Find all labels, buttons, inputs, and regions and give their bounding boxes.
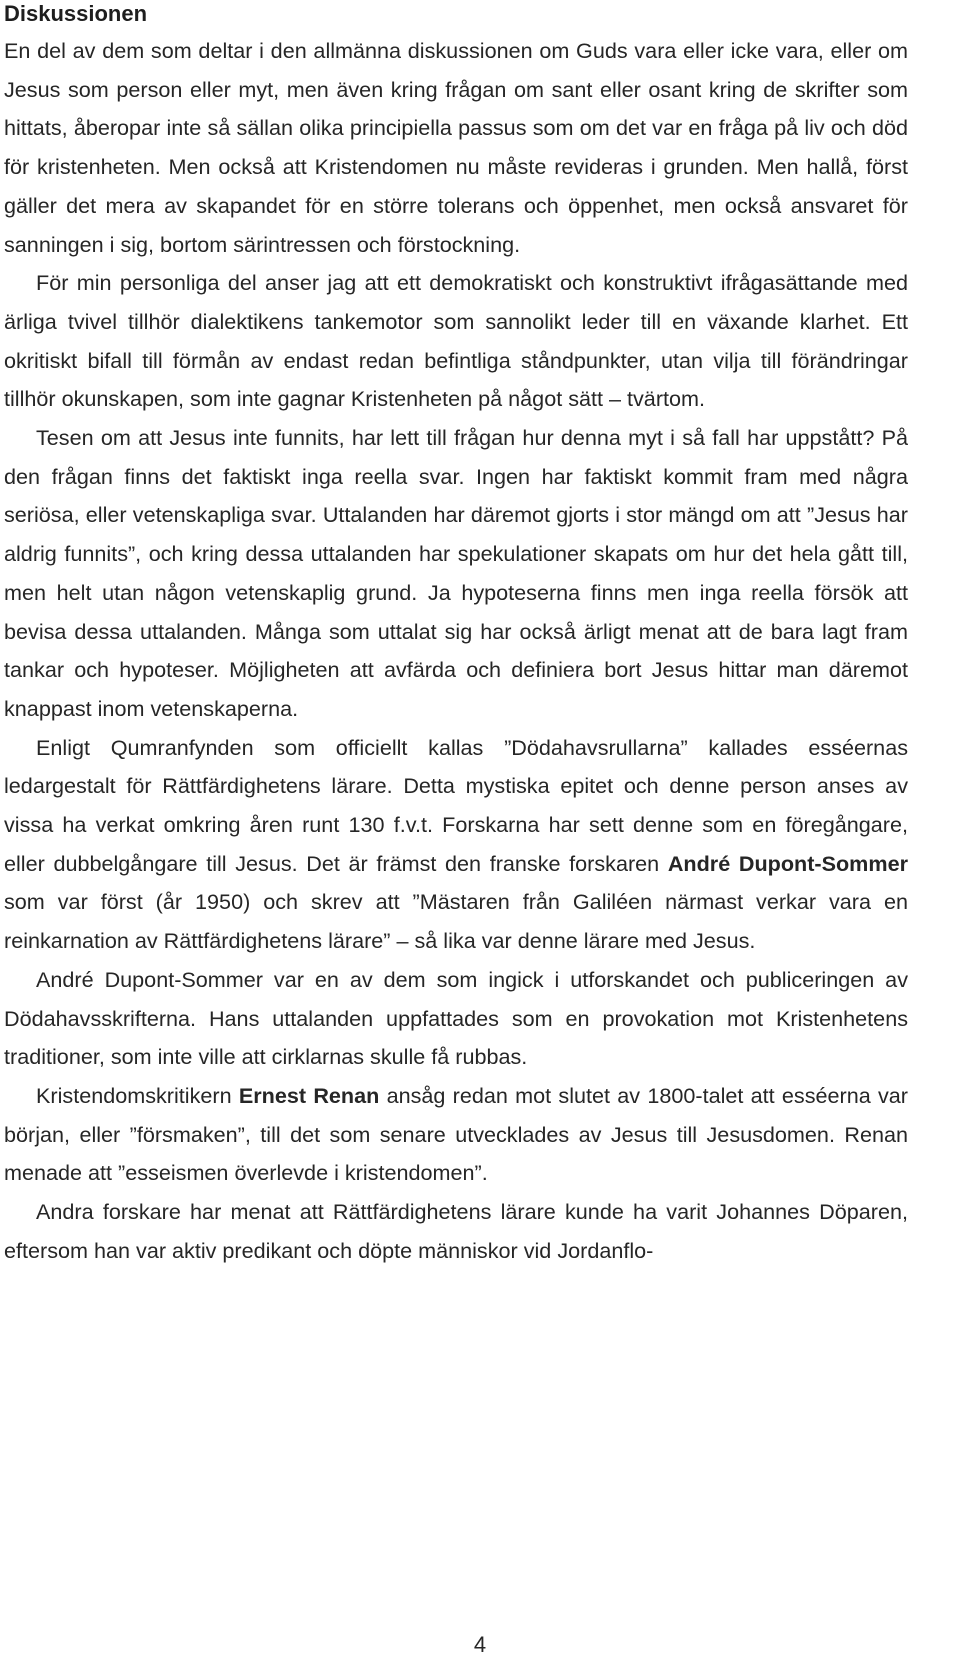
author-name-dupont-sommer: André Dupont-Sommer: [667, 850, 908, 876]
paragraph-4-text-before: Enligt Qumranfynden som officiellt kallas ”Dödahavsrullarna” kallades esséernas ledargestalt för Rättfärdighetens lärare. Detta mystiska epitet och denne person anses av vissa ha verkat omkring åren runt 130 f.v.t. Forskarna har sett denne som en föregångare, eller dubbelgångare till Jesus. Det är främst den franske forskaren: [4, 734, 908, 876]
paragraph-2: För min personliga del anser jag att ett demokratiskt och konstruktivt ifrågasättande med ärliga tvivel tillhör dialektikens tankemotor som sannolikt leder till en växande klarhet. Ett okritiskt bifall till förmån av endast redan befintliga ståndpunkter, utan vilja till förändringar tillhör okunskapen, som inte gagnar Kristenheten på något sätt – tvärtom.: [4, 270, 908, 412]
paragraph-7: Andra forskare har menat att Rättfärdighetens lärare kunde ha varit Johannes Döparen, eftersom han var aktiv predikant och döpte människor vid Jordanflo-: [4, 1199, 908, 1263]
document-page: [4, 0, 908, 1271]
page-number: 4: [473, 1632, 487, 1657]
paragraph-1: En del av dem som deltar i den allmänna diskussionen om Guds vara eller icke vara, eller om Jesus som person eller myt, men även kring frågan om sant eller osant kring de skrifter som hittats, åberopar inte så sällan olika principiella passus som om det var en fråga på liv och död för kristenheten. Men också att Kristendomen nu måste revideras i grunden. Men hallå, först gäller det mera av skapandet för en större tolerans och öppenhet, men också ansvaret för sanningen i sig, bortom särintressen och förstockning.: [4, 38, 908, 257]
paragraph-6-text-after: ansåg redan mot slutet av 1800-talet att esséerna var början, eller ”försmaken”, till det som senare utvecklades av Jesus till Jesusdomen. Renan menade att ”esseismen överlevde i kristendomen”.: [4, 1082, 908, 1186]
paragraph-6: [4, 1077, 908, 1193]
paragraph-4-text-after: som var först (år 1950) och skrev att ”Mästaren från Galiléen närmast verkar vara en reinkarnation av Rättfärdighetens lärare” – så lika var denne lärare med Jesus.: [4, 889, 908, 954]
paragraph-6-text-before: Kristendomskritikern: [36, 1082, 239, 1108]
author-name-renan: Ernest Renan: [238, 1082, 380, 1108]
section-heading: Diskussionen: [4, 1, 148, 26]
paragraph-5: André Dupont-Sommer var en av dem som ingick i utforskandet och publiceringen av Dödahavsskrifterna. Hans uttalanden uppfattades som en provokation mot Kristenhetens traditioner, som inte ville att cirklarnas skulle få rubbas.: [4, 966, 908, 1070]
paragraph-3: Tesen om att Jesus inte funnits, har lett till frågan hur denna myt i så fall har uppstått? På den frågan finns det faktiskt inga reella svar. Ingen har faktiskt kommit fram med några seriösa, eller vetenskapliga svar. Uttalanden har däremot gjorts i stor mängd om att ”Jesus har aldrig funnits”, och kring dessa uttalanden har spekulationer skapats om hur det hela gått till, men helt utan någon vetenskaplig grund. Ja hypoteserna finns men inga reella försök att bevisa dessa uttalanden. Många som uttalat sig har också ärligt menat att de bara lagt fram tankar och hypoteser. Möjligheten att avfärda och definiera bort Jesus hittar man däremot knappast inom vetenskaperna.: [4, 425, 908, 721]
paragraph-4: [4, 729, 908, 961]
